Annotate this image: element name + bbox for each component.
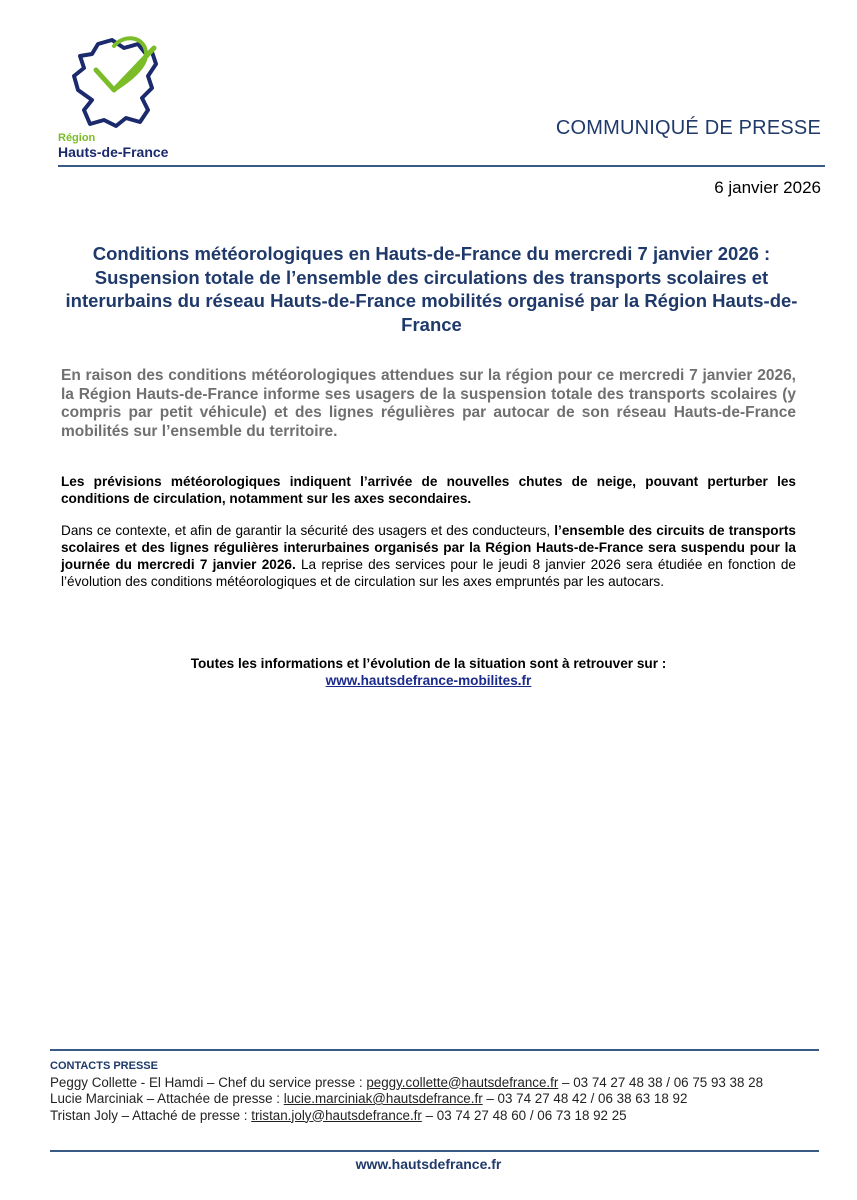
document-type: COMMUNIQUÉ DE PRESSE xyxy=(555,117,821,139)
context-paragraph xyxy=(61,522,796,590)
logo-region-text: Région xyxy=(58,132,96,144)
forecast-paragraph: Les prévisions météorologiques indiquent l’arrivée de nouvelles chutes de neige, pouvant perturber les conditions de circulation, notamment sur les axes secondaires. xyxy=(61,474,796,506)
contact-email-link[interactable]: lucie.marciniak@hautsdefrance.fr xyxy=(283,1091,483,1106)
lead-paragraph: En raison des conditions météorologiques attendues sur la région pour ce mercredi 7 janvier 2026, la Région Hauts-de-France informe ses usagers de la suspension totale des transports scolaires (y compris par petit véhicule) et des lignes régulières par autocar de son réseau Hauts-de-France mobilités sur l’ensemble du territoire. xyxy=(61,367,796,440)
info-block xyxy=(0,655,857,689)
contacts-heading: CONTACTS PRESSE xyxy=(50,1060,158,1072)
press-contacts xyxy=(50,1058,763,1124)
footer-website: www.hautsdefrance.fr xyxy=(355,1156,502,1172)
mobilites-website-link[interactable]: www.hautsdefrance-mobilites.fr xyxy=(325,673,532,688)
context-resumption: La reprise des services pour le jeudi 8 janvier 2026 sera étudiée en fonction de l’évolution des conditions météorologiques et de circulation sur les axes empruntés par les autocars. xyxy=(61,557,796,589)
contact-email-link[interactable]: peggy.collette@hautsdefrance.fr xyxy=(366,1074,559,1090)
contact-role: Lucie Marciniak – Attachée de presse : xyxy=(50,1091,284,1106)
logo-name-text: Hauts-de-France xyxy=(58,144,169,160)
contact-phones: – 03 74 27 48 60 / 06 73 18 92 25 xyxy=(421,1107,627,1123)
contact-role: Tristan Joly – Attaché de presse : xyxy=(50,1107,252,1123)
contact-role: Peggy Collette - El Hamdi – Chef du service presse : xyxy=(50,1074,367,1090)
contact-line xyxy=(50,1091,763,1108)
contact-line xyxy=(50,1075,763,1092)
france-heart-logo-icon xyxy=(68,36,164,130)
contact-phones: – 03 74 27 48 38 / 06 75 93 38 28 xyxy=(558,1074,764,1090)
info-text: Toutes les informations et l’évolution de la situation sont à retrouver sur : xyxy=(190,656,667,671)
context-suspension-notice: l’ensemble des circuits de transports scolaires et des lignes régulières interurbaines organisés par la Région Hauts-de-France sera suspendu pour la journée du mercredi 7 janvier 2026. xyxy=(61,523,796,572)
header-divider xyxy=(58,165,825,167)
contacts-divider xyxy=(50,1049,819,1051)
press-release-title: Conditions météorologiques en Hauts-de-France du mercredi 7 janvier 2026 : Suspension totale de l’ensemble des circulations des transports scolaires et interurbains du réseau Hauts-de-France mobilités organisé par la Région Hauts-de-France xyxy=(65,243,798,335)
contact-line xyxy=(50,1108,763,1125)
contact-email-link[interactable]: tristan.joly@hautsdefrance.fr xyxy=(251,1107,422,1123)
context-intro: Dans ce contexte, et afin de garantir la sécurité des usagers et des conducteurs, xyxy=(61,523,555,538)
contact-phones: – 03 74 27 48 42 / 06 38 63 18 92 xyxy=(482,1091,688,1106)
footer-divider xyxy=(50,1150,819,1152)
publication-date: 6 janvier 2026 xyxy=(714,178,821,197)
region-logo xyxy=(56,36,186,162)
